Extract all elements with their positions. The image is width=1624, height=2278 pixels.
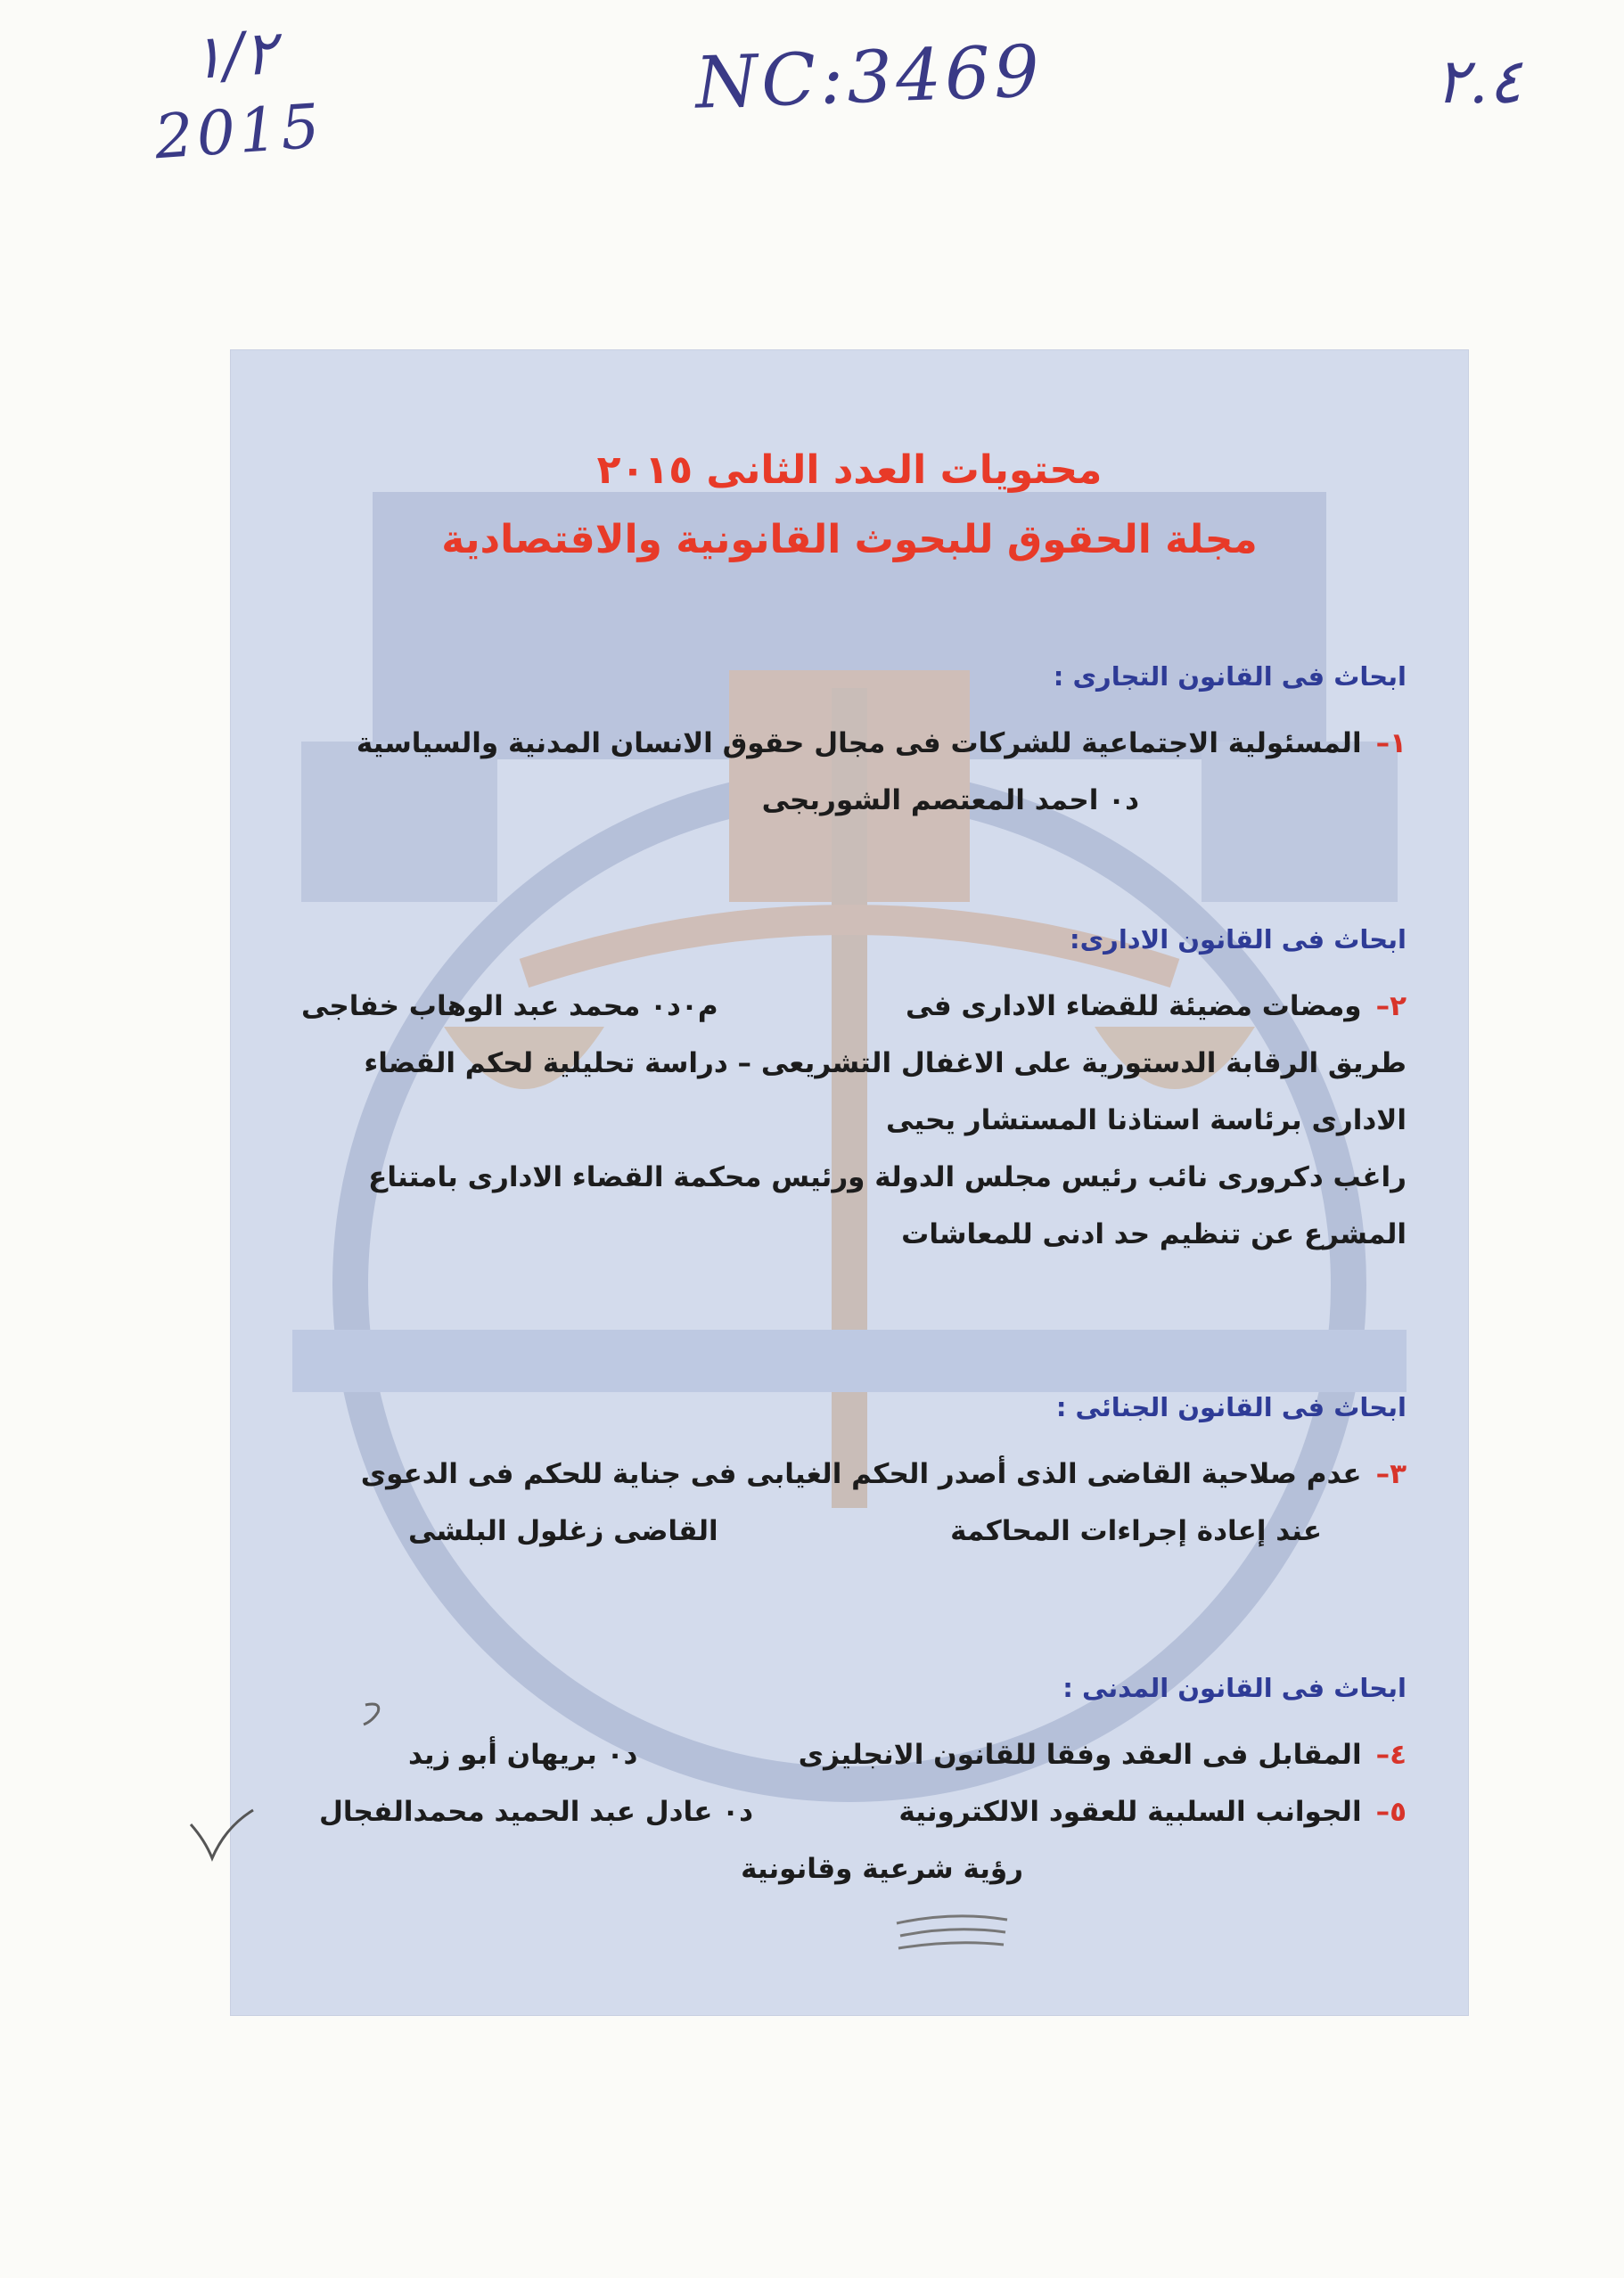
- section-heading: ابحاث فى القانون المدنى :: [1062, 1673, 1407, 1703]
- item-author: م٠د٠ محمد عبد الوهاب خفاجى: [301, 990, 718, 1022]
- page-title: محتويات العدد الثانى ٢٠١٥: [596, 447, 1103, 493]
- section-heading: ابحاث فى القانون الادارى:: [1069, 924, 1407, 955]
- section-heading: ابحاث فى القانون الجنائى :: [1055, 1392, 1407, 1422]
- list-item: [301, 1446, 1407, 1503]
- handwritten-catalog-number: NC:3469: [693, 29, 1045, 125]
- item-number: ١–: [1375, 727, 1407, 759]
- journal-title: مجلة الحقوق للبحوث القانونية والاقتصادية: [441, 517, 1258, 562]
- item-continuation: [301, 1503, 1407, 1560]
- item-number: ٢–: [1375, 990, 1407, 1022]
- list-item: [301, 715, 1407, 772]
- item-title-line: رؤية شرعية وقانونية: [741, 1853, 1023, 1885]
- item-title: الجوانب السلبية للعقود الالكترونية: [898, 1796, 1362, 1828]
- item-title-line: المشرع عن تنظيم حد ادنى للمعاشات: [901, 1218, 1407, 1250]
- handwritten-year: 2015: [152, 91, 326, 174]
- pen-tick-icon: [357, 1698, 392, 1742]
- pen-scribble-icon: [891, 1907, 1016, 1961]
- item-title-line: عند إعادة إجراءات المحاكمة: [950, 1515, 1322, 1547]
- item-author: القاضى زغلول البلشى: [408, 1515, 718, 1547]
- handwritten-issue-note: [128, 11, 343, 178]
- item-title: عدم صلاحية القاضى الذى أصدر الحكم الغيابى فى جناية للحكم فى الدعوى: [360, 1458, 1362, 1490]
- section-commercial-law: [301, 661, 1407, 829]
- section-criminal-law: [301, 1392, 1407, 1560]
- item-number: ٤–: [1375, 1739, 1407, 1771]
- item-number: ٥–: [1375, 1796, 1407, 1828]
- item-title-line: طريق الرقابة الدستورية على الاغفال التشريعى – دراسة تحليلية لحكم القضاء: [364, 1047, 1407, 1079]
- contents-sheet: [230, 349, 1469, 2016]
- item-author: د٠ عادل عبد الحميد محمدالفجال: [319, 1796, 754, 1828]
- item-author: د٠ بريهان أبو زيد: [408, 1739, 638, 1771]
- handwritten-page-code: ٢.٤: [1435, 45, 1522, 118]
- list-item: [301, 1783, 1407, 1840]
- item-title-line: الادارى برئاسة استاذنا المستشار يحيى: [885, 1104, 1407, 1136]
- list-item: [301, 1726, 1407, 1783]
- item-title-line: راغب دكرورى نائب رئيس مجلس الدولة ورئيس محكمة القضاء الادارى بامتناع: [368, 1161, 1407, 1193]
- table-of-contents: [230, 349, 1469, 2016]
- item-title: المقابل فى العقد وفقا للقانون الانجليزى: [798, 1739, 1362, 1771]
- item-author: د٠ احمد المعتصم الشوربجى: [761, 784, 1139, 816]
- section-civil-law: [301, 1673, 1407, 1897]
- item-number: ٣–: [1375, 1458, 1407, 1490]
- item-title: المسئولية الاجتماعية للشركات فى مجال حقوق الانسان المدنية والسياسية: [356, 727, 1362, 759]
- section-administrative-law: [301, 924, 1407, 1263]
- item-title: ومضات مضيئة للقضاء الادارى فى: [905, 990, 1362, 1022]
- handwritten-issue-number: ١/٢: [188, 17, 279, 94]
- section-heading: ابحاث فى القانون التجارى :: [1053, 661, 1407, 692]
- list-item: [301, 978, 1407, 1035]
- checkmark-icon: [185, 1805, 257, 1867]
